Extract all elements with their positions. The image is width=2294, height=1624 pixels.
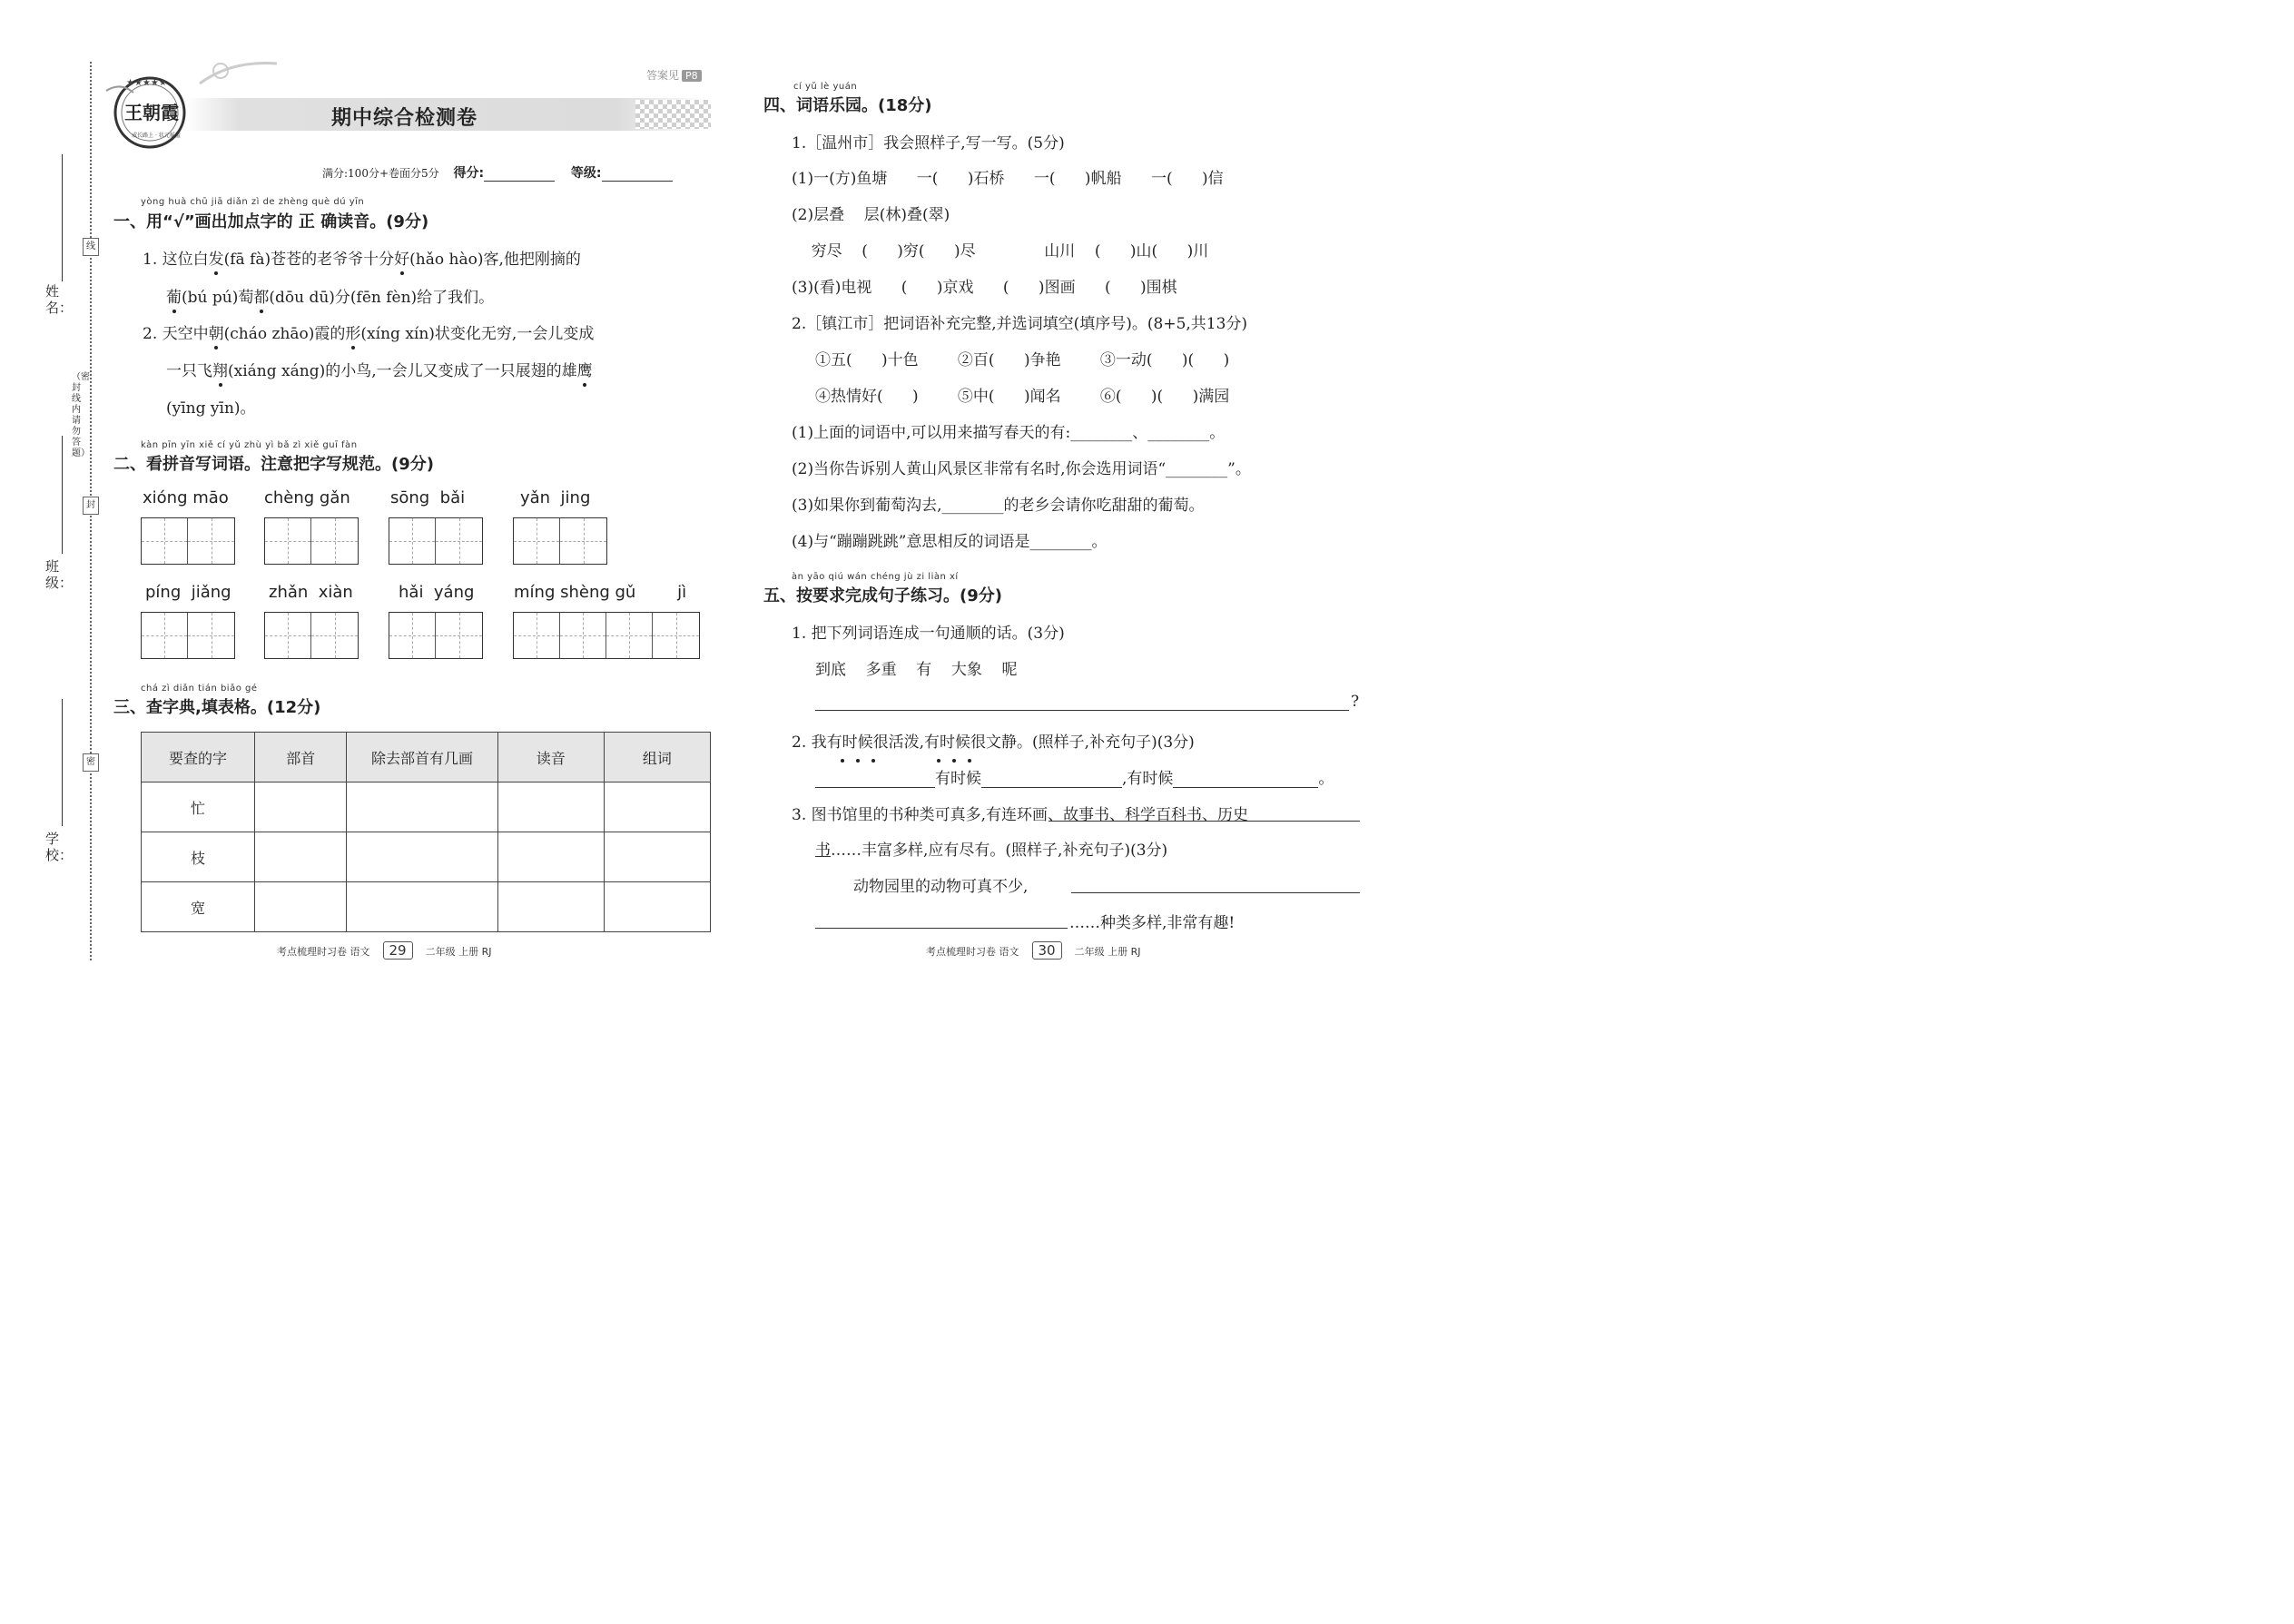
q5-sub3-blank-1[interactable] [1071,892,1360,893]
q5-sub3-underline-1 [1049,821,1360,822]
q5-sub1-answer-line[interactable] [815,710,1349,711]
answer-ref: 答案见 P8 [646,67,702,83]
q2-pinyin-2: chèng gǎn [264,488,350,507]
q5-title: 五、按要求完成句子练习。(9分) [763,586,1002,605]
q5-sub2-blank-3[interactable] [1173,771,1318,788]
class-line [62,436,63,554]
svg-text:★★★★★: ★★★★★ [126,78,167,88]
table-char: 枝 [142,832,255,882]
school-label: 学校： [45,831,74,863]
q5-sub2: 2. 我有时候很活泼,有时候很文静。(照样子,补充句子)(3分) [792,733,1195,752]
name-label: 姓名： [45,283,74,316]
brand-logo [103,73,190,149]
q4-pinyin: cí yǔ lè yuán [793,82,858,92]
q4-sub2-line-2: ④热情好( ) ⑤中( )闻名 ⑥( )( )满园 [815,388,1230,406]
page-number-right: 30 [1032,941,1062,960]
q5-sub2-blank-2[interactable] [981,771,1122,788]
q1-line-4: 一只飞翔(xiáng xáng)的小鸟,一会儿又变成了一只展翅的雄鹰 [166,362,593,380]
q5-sub1: 1. 把下列词语连成一句通顺的话。(3分) [792,625,1065,643]
q5-sub3-b: 书……丰富多样,应有尽有。(照样子,补充句子)(3分) [815,842,1168,860]
q5-sub2-answer: 有时候 ,有时候 。 [815,765,1334,788]
q5-sub3-a: 3. 图书馆里的书种类可真多,有连环画、故事书、科学百科书、历史 [792,806,1249,824]
table-header: 除去部首有几画 [347,733,497,782]
table-cell[interactable] [497,832,604,882]
class-field[interactable] [45,436,73,617]
table-header: 组词 [604,733,710,782]
table-row [142,882,711,932]
table-char: 忙 [142,782,255,832]
seal-char-1: 线 [83,238,99,256]
table-char: 宽 [142,882,255,932]
table-header-row [142,733,711,782]
table-row [142,782,711,832]
q2-grid-2[interactable] [264,517,359,565]
school-line [62,699,63,826]
q5-sub2-blank-1[interactable] [815,771,935,788]
q5-sub2-dots [840,750,976,755]
q5-sub3-d: ……种类多样,非常有趣! [1069,914,1236,932]
q4-question-4: (4)与“蹦蹦跳跳”意思相反的词语是________。 [792,533,1108,551]
table-header: 要查的字 [142,733,255,782]
q4-sub1-line-3: 穷尽 ( )穷( )尽 山川 ( )山( )川 [792,242,1209,261]
q5-sub1-end: ? [1351,693,1360,711]
q2-pinyin-8: míng shèng gǔ jì [514,583,687,602]
table-header: 读音 [497,733,604,782]
table-cell[interactable] [255,832,347,882]
q4-question-1: (1)上面的词语中,可以用来描写春天的有:________、________。 [792,424,1226,442]
table-cell[interactable] [255,882,347,932]
q2-pinyin-6: zhǎn xiàn [269,583,353,602]
q2-pinyin: kàn pīn yīn xiě cí yǔ zhù yì bǎ zì xiě guī fàn [141,440,358,450]
dictionary-table [141,732,711,932]
q2-grid-7[interactable] [389,612,483,659]
school-field[interactable] [45,699,73,881]
score-row [322,163,673,182]
q2-pinyin-4: yǎn jing [520,488,591,507]
page-title: 期中综合检测卷 [331,107,478,130]
q4-title: 四、词语乐园。(18分) [763,96,932,115]
q1-line-1: 1. 这位白发(fā fà)苍苍的老爷爷十分好(hǎo hào)客,他把刚摘的 [143,251,581,269]
q3-title: 三、查字典,填表格。(12分) [113,698,321,717]
q5-sub1-words: 到底 多重 有 大象 呢 [815,661,1018,679]
name-line [62,154,63,281]
q2-pinyin-1: xióng māo [143,488,229,507]
q2-title: 二、看拼音写词语。注意把字写规范。(9分) [113,455,434,474]
seal-char-3: 密 [83,753,99,772]
table-cell[interactable] [497,882,604,932]
table-cell[interactable] [347,882,497,932]
q4-sub1: 1.［温州市］我会照样子,写一写。(5分) [792,134,1065,153]
q5-sub3-underline-2 [815,856,831,857]
table-header: 部首 [255,733,347,782]
q4-question-3: (3)如果你到葡萄沟去,________的老乡会请你吃甜甜的葡萄。 [792,497,1205,515]
page-number-left: 29 [383,941,413,960]
table-row [142,832,711,882]
brand-sub: 成长路上 · 状元摇篮 [132,133,181,139]
answer-page-badge: P8 [682,70,702,82]
q4-sub2: 2.［镇江市］把词语补充完整,并选词填空(填序号)。(8+5,共13分) [792,315,1248,333]
ribbon-decoration [195,58,281,87]
brand-name: 王朝霞 [124,102,179,123]
q1-line-3: 2. 天空中朝(cháo zhāo)霞的形(xíng xín)状变化无穷,一会儿变成 [143,325,595,343]
q4-sub1-line-1: (1)一(方)鱼塘 一( )石桥 一( )帆船 一( )信 [792,170,1224,188]
q2-pinyin-7: hǎi yáng [399,583,475,602]
footer-left: 考点梳理时习卷 语文 29 二年级 上册 RJ [277,942,492,959]
table-cell[interactable] [604,782,710,832]
q1-line-2: 葡(bú pú)萄都(dōu dū)分(fēn fèn)给了我们。 [166,289,495,307]
class-label: 班级： [45,558,74,591]
q5-sub3-blank-2[interactable] [815,928,1068,929]
q4-sub1-line-4: (3)(看)电视 ( )京戏 ( )图画 ( )围棋 [792,279,1177,297]
q2-grid-4[interactable] [513,517,607,565]
seal-note: （密封线内请勿答题） [72,372,90,458]
q4-sub1-line-2: (2)层叠 层(林)叠(翠) [792,206,950,224]
q2-grid-8[interactable] [513,612,700,659]
grade-label: 等级: [570,166,602,181]
grade-blank[interactable] [602,168,673,182]
q2-pinyin-3: sōng bǎi [390,488,466,507]
name-field[interactable] [45,154,73,336]
score-info: 满分:100分+卷面分5分 [322,167,439,180]
q2-pinyin-5: píng jiǎng [145,583,231,602]
q2-grid-1[interactable] [141,517,235,565]
q1-pinyin: yòng huà chū jiā diǎn zì de zhèng què dú yīn [141,197,365,207]
table-cell[interactable] [604,882,710,932]
title-checker [635,100,711,129]
q2-grid-6[interactable] [264,612,359,659]
q2-grid-5[interactable] [141,612,235,659]
q4-sub2-line-1: ①五( )十色 ②百( )争艳 ③一动( )( ) [815,351,1230,369]
table-cell[interactable] [347,782,497,832]
score-blank[interactable] [484,168,555,182]
table-cell[interactable] [347,832,497,882]
seal-char-2: 封 [83,497,99,515]
q1-line-5: (yīng yīn)。 [166,399,256,418]
score-label: 得分: [453,166,485,181]
q4-question-2: (2)当你告诉别人黄山风景区非常有名时,你会选用词语“________”。 [792,460,1251,478]
table-cell[interactable] [255,782,347,832]
table-cell[interactable] [604,832,710,882]
q5-pinyin: àn yāo qiú wán chéng jù zi liàn xí [792,572,959,582]
q1-title: 一、用“√”画出加点字的 正 确读音。(9分) [113,212,429,231]
table-cell[interactable] [497,782,604,832]
q3-pinyin: chá zì diǎn tián biǎo gé [141,684,258,694]
q2-grid-3[interactable] [389,517,483,565]
q5-sub3-c: 动物园里的动物可真不少, [853,878,1029,896]
footer-right: 考点梳理时习卷 语文 30 二年级 上册 RJ [926,942,1141,959]
